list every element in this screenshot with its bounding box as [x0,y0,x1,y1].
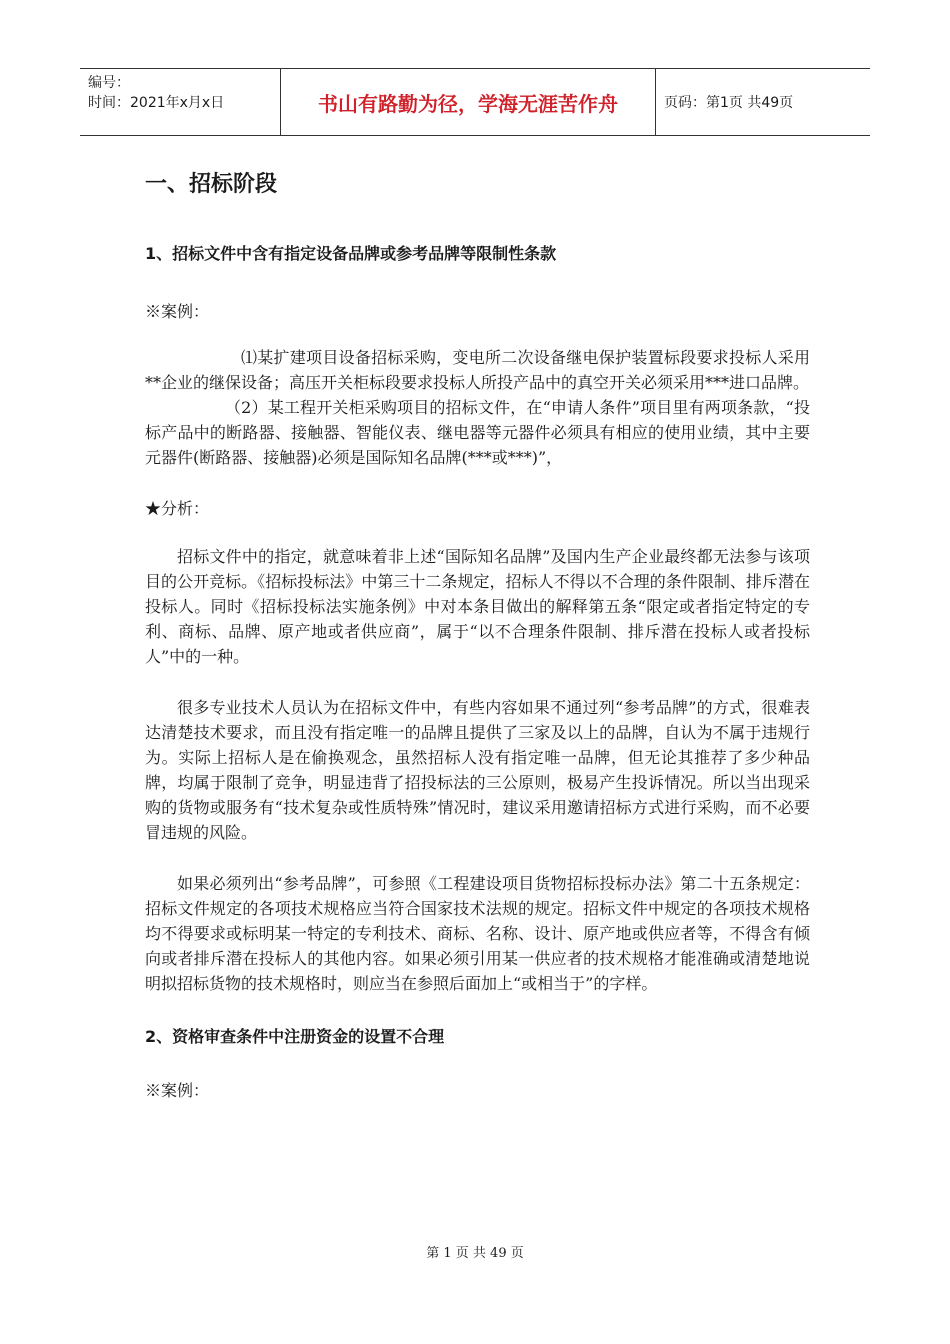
document-number-label: 编号： [88,75,130,91]
document-time-label: 时间：2021年x月x日 [88,95,225,111]
case-2-text: （2）某工程开关柜采购项目的招标文件，在“申请人条件”项目里有两项条款，“投标产品中的断路器、接触器、智能仪表、继电器等元器件必须具有相应的使用业绩，其中主要元器件(断路器、接触器)必须是国际知名品牌(***或***)”， [145,398,810,467]
item2-case-label: ※案例： [145,1081,210,1100]
item1-analysis-label: ★分析： [145,499,210,518]
header-page-info: 页码：第1页 共49页 [664,95,794,111]
page-footer: 第 1 页 共 49 页 [426,1246,524,1261]
header-meta-cell [80,69,281,135]
header-motto: 书山有路勤为径，学海无涯苦作舟 [281,69,656,135]
analysis-paragraph-2: 很多专业技术人员认为在招标文件中，有些内容如果不通过列“参考品牌”的方式，很难表达清楚技术要求，而且没有指定唯一的品牌且提供了三家及以上的品牌，自认为不属于违规行为。实际上招标人是在偷换观念，虽然招标人没有指定唯一品牌，但无论其推荐了多少种品牌，均属于限制了竞争，明显违背了招投标法的三公原则，极易产生投诉情况。所以当出现采购的货物或服务有“技术复杂或性质特殊”情况时，建议采用邀请招标方式进行采购，而不必要冒违规的风险。 [145,698,810,842]
item1-title: 1、招标文件中含有指定设备品牌或参考品牌等限制性条款 [145,244,557,263]
item2-title: 2、资格审查条件中注册资金的设置不合理 [145,1027,445,1046]
item1-case-label: ※案例： [145,302,210,321]
document-body [145,165,810,1124]
section-title: 一、招标阶段 [145,172,278,197]
analysis-paragraph-1: 招标文件中的指定，就意味着非上述“国际知名品牌”及国内生产企业最终都无法参与该项目的公开竞标。《招标投标法》中第三十二条规定，招标人不得以不合理的条件限制、排斥潜在投标人。同时《招标投标法实施条例》中对本条目做出的解释第五条“限定或者指定特定的专利、商标、品牌、原产地或者供应商”，属于“以不合理条件限制、排斥潜在投标人或者投标人”中的一种。 [145,547,810,666]
analysis-paragraph-3: 如果必须列出“参考品牌”，可参照《工程建设项目货物招标投标办法》第二十五条规定：招标文件规定的各项技术规格应当符合国家技术法规的规定。招标文件中规定的各项技术规格均不得要求或标明某一特定的专利技术、商标、名称、设计、原产地或供应者等，不得含有倾向或者排斥潜在投标人的其他内容。如果必须引用某一供应者的技术规格才能准确或清楚地说明拟招标货物的技术规格时，则应当在参照后面加上“或相当于”的字样。 [145,874,810,993]
header-table [80,68,870,136]
item1-cases [145,345,810,470]
case-1-text: ⑴某扩建项目设备招标采购，变电所二次设备继电保护装置标段要求投标人采用**企业的继保设备；高压开关柜标段要求投标人所投产品中的真空开关必须采用***进口品牌。 [145,348,810,392]
